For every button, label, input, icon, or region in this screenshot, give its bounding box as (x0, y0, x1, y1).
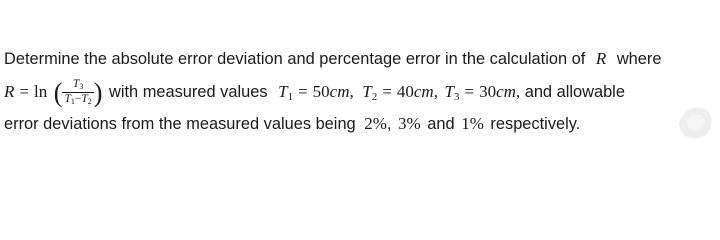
problem-line-1 (4, 49, 661, 69)
percent-2: 3% (398, 114, 421, 133)
percent-1: 2% (364, 114, 387, 133)
left-paren: ( (53, 76, 63, 108)
measurement-t3: $T_3 = 30cm$, (444, 81, 521, 103)
fraction-denominator: $T_1-T_2$ (64, 93, 92, 106)
line2-text: with measured values (109, 82, 268, 101)
measurement-t2: $T_2 = 40cm$, (362, 81, 438, 103)
fraction (62, 79, 93, 106)
fraction-numerator: $T_3$ (72, 78, 84, 91)
variable-r: R (595, 49, 607, 68)
line2-end: and allowable (524, 82, 625, 101)
right-paren: ) (93, 76, 103, 108)
line1-end: where (616, 50, 662, 68)
formula-lhs: R (4, 81, 15, 101)
formula-ln: ln (33, 81, 48, 101)
and-word: and (427, 115, 455, 133)
corner-watermark-icon (676, 103, 716, 143)
problem-line-2 (4, 76, 625, 108)
line3-text: error deviations from the measured values being (4, 115, 356, 133)
line3-end: respectively. (490, 115, 581, 133)
percent-3: 1% (461, 114, 484, 133)
formula-equals: = (19, 81, 29, 101)
problem-line-3: error deviations from the measured values being 2%, 3% and 1% respectively. (4, 114, 581, 133)
measurement-t1: $T_1 = 50cm$, (278, 81, 354, 103)
line1-text: Determine the absolute error deviation and percentage error in the calculation of (4, 50, 586, 68)
formula-fraction-group (53, 76, 103, 108)
